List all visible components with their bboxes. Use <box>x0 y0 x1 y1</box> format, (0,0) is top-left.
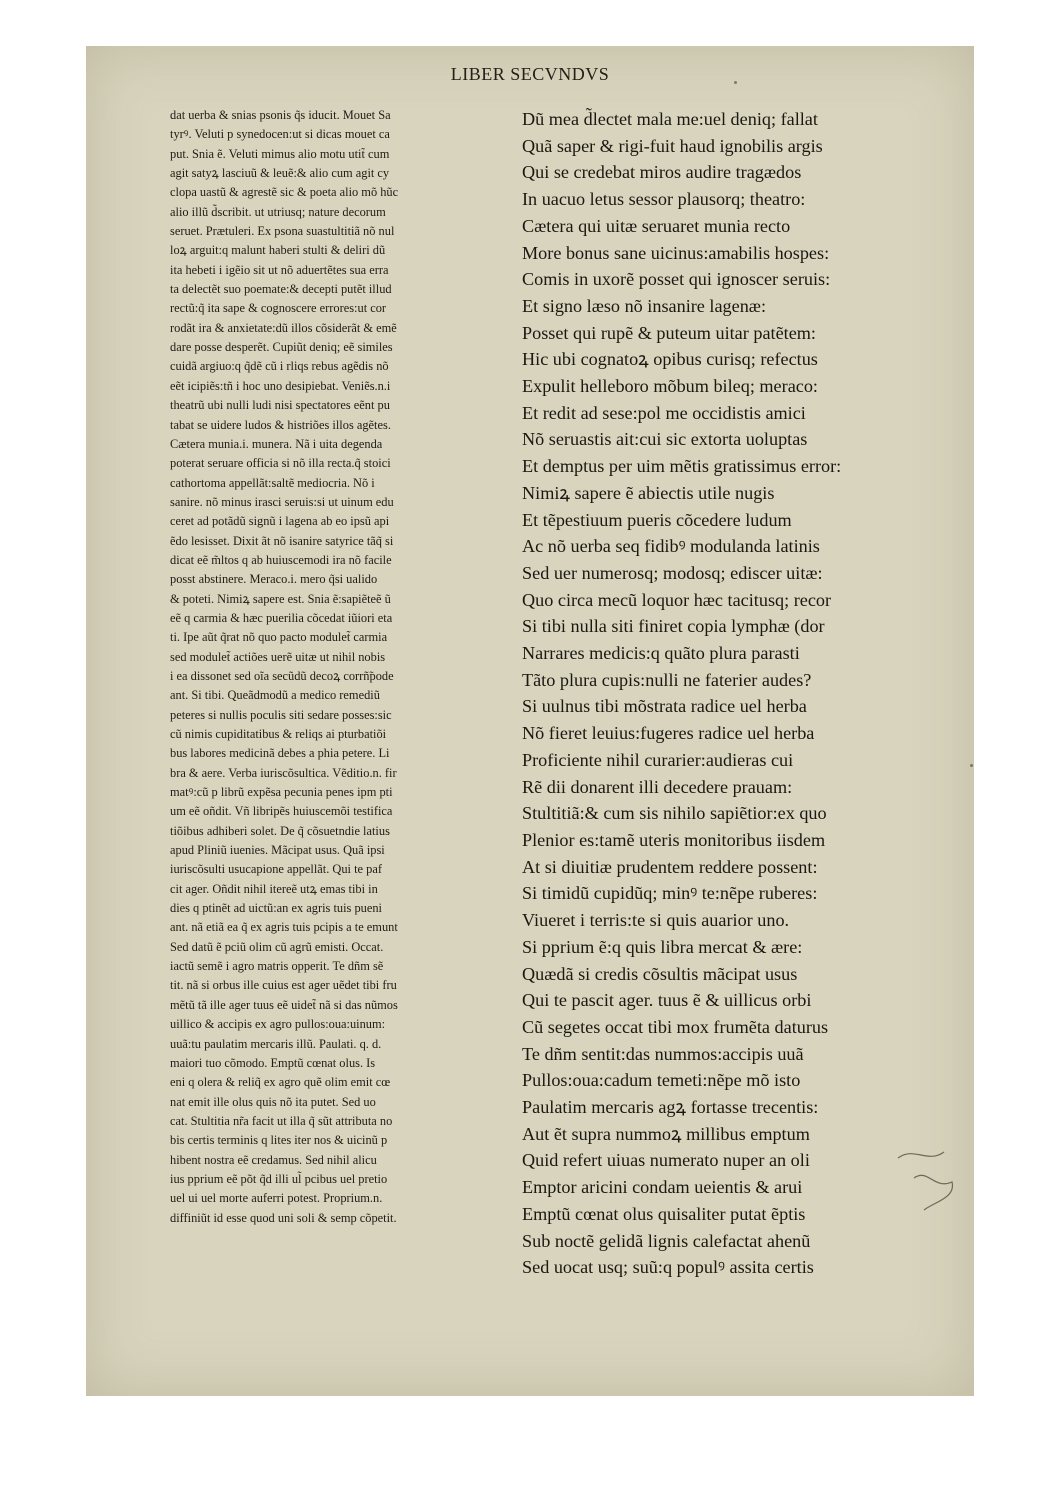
marginal-scribble-icon <box>894 1138 964 1218</box>
commentary-line: cũ nimis cupiditatibus & reliqs ai pturbatiõi <box>170 727 387 741</box>
commentary-line: uel ui uel morte auferri potest. Proprium.n. <box>170 1191 383 1206</box>
commentary-line: clopa uastũ & agrestẽ sic & poeta alio mõ hũc <box>170 185 399 200</box>
poem-verse-line: Nõ fieret leuius:fugeres radice uel herba <box>522 723 815 744</box>
book-page <box>86 46 974 1396</box>
poem-verse-line: Sed uocat usq; suũ:q populꝰ assita certis <box>522 1257 814 1278</box>
commentary-line: iactũ semẽ i agro matris opperit. Te dñm sẽ <box>170 959 384 974</box>
poem-verse-line: Qui se credebat miros audire tragædos <box>522 162 802 183</box>
poem-verse-line: Nõ seruastis ait:cui sic extorta uoluptas <box>522 429 808 450</box>
commentary-line: ẽdo lesisset. Dixit ãt nõ isanire satyrice tãq̃ si <box>170 533 394 548</box>
commentary-line: cit ager. Oñdit nihil itereẽ utꝝ emas tibi in <box>170 881 378 896</box>
commentary-line: eni q olera & reliq̃ ex agro quẽ olim emit cœ <box>170 1075 391 1090</box>
commentary-line: hibent nostra eẽ credamus. Sed nihil alicu <box>170 1152 377 1167</box>
poem-verse-line: Qui te pascit ager. tuus ẽ & uillicus orbi <box>522 990 812 1011</box>
poem-verse-line: Emptũ cœnat olus quisaliter putat ẽptis <box>522 1203 806 1224</box>
commentary-line: alio illũ d̃scribit. ut utriusq; nature decorum <box>170 204 386 219</box>
commentary-line: ti. Ipe aũt q̃rat nõ quo pacto modulet̃ carmia <box>170 630 388 645</box>
poem-verse-line: Sed uer numerosq; modosq; ediscer uitæ: <box>522 562 823 583</box>
commentary-line: iuriscõsulti usucapione appellãt. Qui te paf <box>170 862 382 877</box>
poem-verse-line: Pullos:oua:cadum temeti:nẽpe mõ isto <box>522 1070 801 1091</box>
commentary-line: maiori tuo cõmodo. Emptũ cœnat olus. Is <box>170 1055 376 1070</box>
poem-verse-line: Et demptus per uim mẽtis gratissimus error: <box>522 456 842 477</box>
poem-verse-line: Quã saper & rigi-fuit haud ignobilis argis <box>522 135 823 156</box>
poem-verse-line: Tãto plura cupis:nulli ne faterier audes? <box>522 669 812 690</box>
commentary-line: & poteti. Nimiꝝ sapere est. Snia ẽ:sapiẽteẽ ũ <box>170 591 391 606</box>
commentary-line: dat uerba & snias psonis q̃s iducit. Mouet Sa <box>170 108 391 122</box>
ink-speck <box>734 81 737 84</box>
commentary-line: uillico & accipis ex agro pullos:oua:uinum: <box>170 1017 386 1032</box>
commentary-line: eẽ q carmia & hæc puerilia cõcedat iũiori eta <box>170 610 393 625</box>
commentary-line: ant. nã etiã ea q̃ ex agris tuis pcipis a te emunt <box>170 920 398 935</box>
commentary-line: theatrũ ubi nulli ludi nisi spectatores eẽnt pu <box>170 398 390 413</box>
commentary-line: tit. nã si orbus ille cuius est ager uẽdet tibi fru <box>170 978 397 993</box>
commentary-line: matꝰ:cũ p librũ expẽsa pecunia penes ipm pti <box>170 785 393 800</box>
poem-verse-line: Quid refert uiuas numerato nuper an oli <box>522 1150 810 1171</box>
commentary-line: dicat eẽ m̃ltos q ab huiuscemodi ira nõ facile <box>170 552 392 567</box>
commentary-line: bus labores medicinã debes a phia petere. Li <box>170 746 390 761</box>
poem-verse-line: Plenior es:tamẽ uteris monitoribus iisdem <box>522 829 826 850</box>
commentary-line: rectũ:q̃ ita sape & cognoscere errores:ut cor <box>170 301 387 316</box>
poem-verse-line: Cũ segetes occat tibi mox frumẽta daturus <box>522 1016 829 1037</box>
commentary-line: sed modulet̃ actiões uerẽ uitæ ut nihil nobis <box>170 649 386 664</box>
poem-verse-line: Te dñm sentit:das nummos:accipis uuã <box>522 1043 804 1064</box>
poem-verse-line: Posset qui rupẽ & puteum uitar patẽtem: <box>522 322 816 343</box>
commentary-line: sanire. nõ minus irasci seruis:si ut uinum edu <box>170 494 394 509</box>
commentary-line: rodãt ira & anxietate:dũ illos cõsiderãt & emẽ <box>170 320 397 335</box>
poem-verse-line: Si timidũ cupidũq; minꝰ te:nẽpe ruberes: <box>522 883 818 904</box>
commentary-line: nat emit ille olus quis nõ ita putet. Sed uo <box>170 1094 376 1109</box>
commentary-line: ius pprium eẽ põt q̃d illi ul̃ pcibus uel pretio <box>170 1171 388 1186</box>
commentary-line: apud Pliniũ iuenies. Mãcipat usus. Quã ipsi <box>170 843 385 858</box>
commentary-line: um eẽ oñdit. Vñ libripẽs huiuscemõi testifica <box>170 804 393 819</box>
poem-verse-line: Sub noctẽ gelidã lignis calefactat ahenũ <box>522 1230 811 1251</box>
commentary-line: eẽt icipiẽs:tñ i hoc uno desipiebat. Veniẽs.n.i <box>170 378 391 393</box>
poem-verse-line: Hic ubi cognatoꝝ opibus curisq; refectus <box>522 349 818 370</box>
commentary-line: peteres si nullis poculis siti sedare posses:sic <box>170 707 392 722</box>
commentary-line: cat. Stultitia nr̃a facit ut illa q̃ sũt attributa no <box>170 1113 393 1128</box>
poem-verse-line: Paulatim mercaris agꝝ fortasse trecentis: <box>522 1097 819 1118</box>
poem-verse-line: Viueret i terris:te si quis auarior uno. <box>522 910 790 931</box>
poem-verse-line: More bonus sane uicinus:amabilis hospes: <box>522 242 830 263</box>
poem-verse-line: Cætera qui uitæ seruaret munia recto <box>522 215 791 236</box>
commentary-line: dies q ptinẽt ad uictũ:an ex agris tuis pueni <box>170 901 382 916</box>
commentary-line: diffiniũt id esse quod uni soli & semp cõpetit. <box>170 1210 397 1225</box>
commentary-line: cathortoma appellãt:saltẽ mediocria. Nõ i <box>170 475 375 490</box>
ink-speck <box>970 764 973 767</box>
commentary-line: mẽtũ tã ille ager tuus eẽ uidet̃ nã si das nũmos <box>170 997 398 1012</box>
poem-verse-line: Et signo læso nõ insanire lagenæ: <box>522 295 766 316</box>
poem-column <box>522 106 962 1281</box>
poem-verse-line: Expulit helleboro mõbum bileq; meraco: <box>522 376 818 397</box>
running-header: LIBER SECVNDVS <box>450 64 610 84</box>
poem-verse-line: Si tibi nulla siti finiret copia lymphæ (dor <box>522 616 825 637</box>
poem-verse-line: Nimiꝝ sapere ẽ abiectis utile nugis <box>522 482 775 503</box>
commentary-line: cuidã argiuo:q q̃dẽ cũ i rliqs rebus agẽdis nõ <box>170 359 389 374</box>
commentary-line: put. Snia ẽ. Veluti mimus alio motu utit̃ cum <box>170 146 390 161</box>
poem-verse-line: Stultitiã:& cum sis nihilo sapiẽtior:ex quo <box>522 803 827 824</box>
commentary-line: tiõibus adhiberi solet. De q̃ cõsuetndie latius <box>170 823 390 838</box>
poem-verse-line: In uacuo letus sessor plausorq; theatro: <box>522 189 806 210</box>
commentary-line: poterat seruare officia si nõ illa recta.q̃ stoici <box>170 456 391 471</box>
poem-verse-line: Ac nõ uerba seq fidibꝰ modulanda latinis <box>522 536 820 557</box>
commentary-line: posst abstinere. Meraco.i. mero q̃si ualido <box>170 572 378 587</box>
commentary-line: seruet. Prætuleri. Ex psona suastultitiã nõ nul <box>170 224 395 239</box>
poem-verse-line: Comis in uxorẽ posset qui ignoscer seruis: <box>522 269 831 290</box>
commentary-line: agit satyꝝ lasciuũ & leuẽ:& alio cum agit cy <box>170 166 390 181</box>
commentary-line: ita hebeti i igẽio sit ut nõ aduertẽtes sua erra <box>170 262 389 277</box>
poem-verse-line: Dũ mea d̃lectet mala me:uel deniq; fallat <box>522 109 818 129</box>
commentary-column <box>170 106 514 1228</box>
commentary-line: uuã:tu paulatim mercaris illũ. Paulati. q. d. <box>170 1036 382 1051</box>
commentary-line: loꝝ arguit:q malunt haberi stulti & deliri dũ <box>170 243 386 258</box>
poem-verse-line: Emptor aricini condam ueientis & arui <box>522 1177 803 1198</box>
commentary-line: tyrꝰ. Veluti p synedocen:ut si dicas mouet ca <box>170 127 390 142</box>
commentary-line: tabat se uidere ludos & histriões illos agẽtes. <box>170 417 391 432</box>
commentary-line: dare posse desperẽt. Cupiũt deniq; eẽ similes <box>170 340 393 355</box>
poem-verse-line: Si uulnus tibi mõstrata radice uel herba <box>522 696 807 717</box>
poem-verse-line: Quædã si credis cõsultis mãcipat usus <box>522 963 798 984</box>
commentary-line: bra & aere. Verba iuriscõsultica. Vẽditio.n. fir <box>170 765 397 780</box>
poem-verse-line: Quo circa mecũ loquor hæc tacitusq; recor <box>522 589 832 610</box>
commentary-line: ceret ad potãdũ signũ i lagena ab eo ipsũ api <box>170 514 390 529</box>
poem-verse-line: Proficiente nihil curarier:audieras cui <box>522 749 794 770</box>
commentary-line: ta delectẽt suo poemate:& decepti putẽt illud <box>170 282 392 297</box>
commentary-line: Cætera munia.i. munera. Nã i uita degenda <box>170 436 383 451</box>
commentary-line: ant. Si tibi. Queãdmodũ a medico remediũ <box>170 688 380 703</box>
commentary-line: bis certis terminis q lites iter nos & uicinũ p <box>170 1133 388 1148</box>
poem-verse-line: Aut ẽt supra nummoꝝ millibus emptum <box>522 1123 810 1144</box>
poem-verse-line: Et redit ad sese:pol me occidistis amici <box>522 402 806 423</box>
commentary-line: i ea dissonet sed oĩa secũdũ decoꝝ corrñ̃pode <box>170 668 394 683</box>
poem-verse-line: Rẽ dii donarent illi decedere prauam: <box>522 776 793 797</box>
poem-verse-line: Narrares medicis:q quãto plura parasti <box>522 643 800 664</box>
poem-verse-line: Si pprium ẽ:q quis libra mercat & ære: <box>522 936 803 957</box>
poem-verse-line: At si diuitiæ prudentem reddere possent: <box>522 856 818 877</box>
commentary-line: Sed datũ ẽ pciũ olim cũ agrũ emisti. Occat. <box>170 939 384 954</box>
poem-verse-line: Et tẽpestiuum pueris cõcedere ludum <box>522 509 792 530</box>
